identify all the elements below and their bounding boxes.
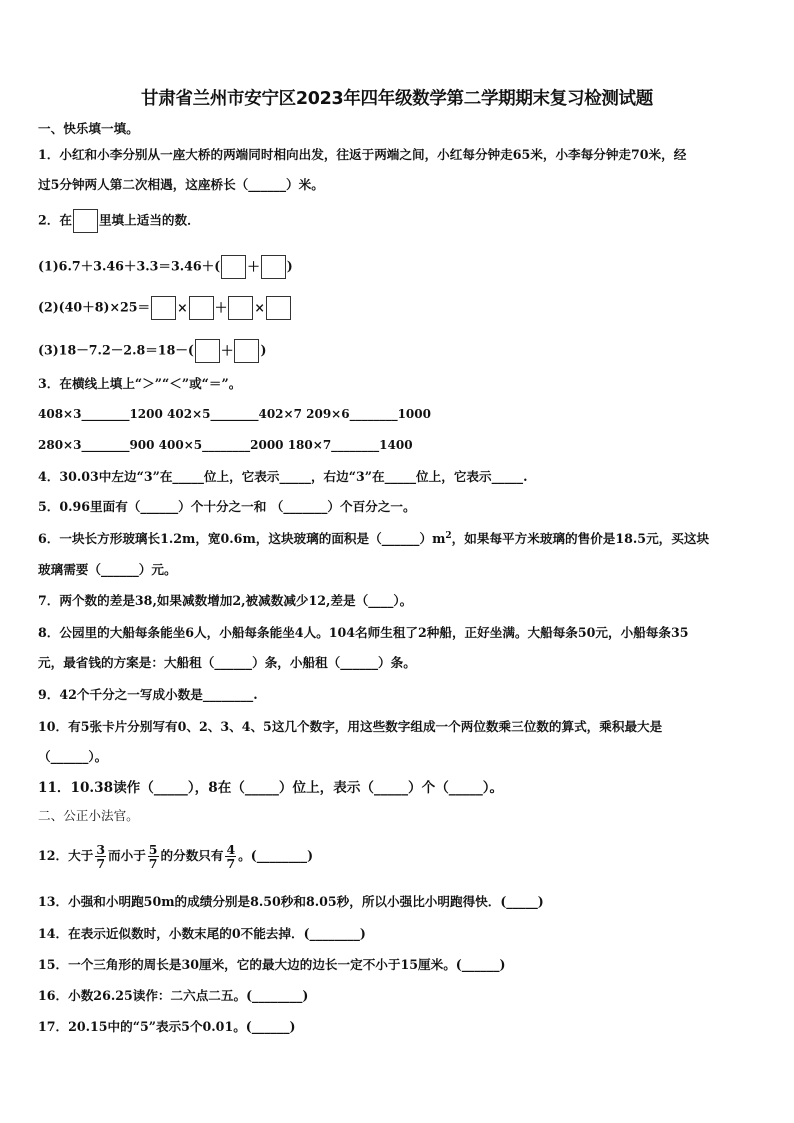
part-1-expression: (1)6.7＋3.46＋3.3＝3.46＋( bbox=[38, 258, 221, 274]
numerator: 4 bbox=[226, 842, 236, 857]
question-8-line-2: 元，最省钱的方案是：大船租（______）条，小船租（______）条。 bbox=[38, 655, 416, 670]
question-2-prefix: 2．在 bbox=[38, 212, 72, 228]
numerator: 3 bbox=[96, 842, 106, 857]
question-3-row-2: 280×3________900 400×5________2000 180×7________1400 bbox=[38, 438, 413, 452]
answer-box[interactable] bbox=[261, 255, 286, 279]
fraction-4-7 bbox=[225, 843, 236, 870]
question-12-mid-2: 的分数只有 bbox=[160, 848, 224, 863]
question-3-prompt: 3．在横线上填上“＞”“＜”或“＝”。 bbox=[38, 376, 242, 391]
question-2-part-1 bbox=[38, 255, 293, 279]
question-2-suffix: 里填上适当的数． bbox=[98, 212, 200, 228]
question-11: 11．10.38读作（_____），8在（_____）位上，表示（_____）个（_____）。 bbox=[38, 780, 504, 796]
numerator: 5 bbox=[148, 842, 158, 857]
plus-sign: ＋ bbox=[247, 258, 260, 274]
times-sign: × bbox=[177, 299, 188, 315]
question-14: 14．在表示近似数时，小数末尾的0不能去掉．(________) bbox=[38, 926, 366, 941]
question-12 bbox=[38, 836, 313, 876]
question-8-line-1: 8．公园里的大船每条能坐6人，小船每条能坐4人。104名师生租了2种船，正好坐满。大船每条50元，小船每条35 bbox=[38, 625, 689, 640]
question-9: 9．42个千分之一写成小数是________. bbox=[38, 687, 258, 702]
question-6-text-b: ，如果每平方米玻璃的售价是18.5元，买这块 bbox=[451, 531, 710, 546]
answer-box[interactable] bbox=[221, 255, 246, 279]
question-16: 16．小数26.25读作：二六点二五。(________) bbox=[38, 988, 309, 1003]
question-4: 4．30.03中左边“3”在_____位上，它表示_____，右边“3”在_____位上，它表示_____. bbox=[38, 469, 528, 484]
question-6-line-2: 玻璃需要（______）元。 bbox=[38, 562, 177, 577]
answer-box[interactable] bbox=[234, 339, 259, 363]
answer-box[interactable] bbox=[195, 339, 220, 363]
question-10-line-2: （______）。 bbox=[38, 749, 108, 764]
question-1-line-2: 过5分钟两人第二次相遇，这座桥长（______）米。 bbox=[38, 177, 324, 192]
denominator: 7 bbox=[226, 856, 236, 871]
question-6-text-a: 6．一块长方形玻璃长1.2m，宽0.6m，这块玻璃的面积是（______）m bbox=[38, 531, 446, 546]
part-3-expression: (3)18－7.2－2.8＝18－( bbox=[38, 342, 194, 358]
question-12-prefix: 12．大于 bbox=[38, 848, 94, 863]
denominator: 7 bbox=[96, 856, 106, 871]
question-12-mid: 而小于 bbox=[108, 848, 146, 863]
question-13: 13．小强和小明跑50m的成绩分别是8.50秒和8.05秒，所以小强比小明跑得快．(_____) bbox=[38, 894, 544, 909]
fraction-5-7 bbox=[148, 843, 159, 870]
question-5: 5．0.96里面有（______）个十分之一和 （_______）个百分之一。 bbox=[38, 499, 416, 514]
question-6-line-1 bbox=[38, 531, 709, 547]
question-15: 15．一个三角形的周长是30厘米，它的最大边的边长一定不小于15厘米。(______) bbox=[38, 957, 506, 972]
plus-sign: ＋ bbox=[220, 342, 234, 358]
answer-box[interactable] bbox=[151, 296, 176, 320]
page-title: 甘肃省兰州市安宁区2023年四年级数学第二学期期末复习检测试题 bbox=[141, 89, 653, 109]
question-12-suffix: 。(________) bbox=[238, 848, 314, 863]
question-3-row-1: 408×3________1200 402×5________402×7 209×6________1000 bbox=[38, 407, 431, 421]
plus-sign: ＋ bbox=[214, 299, 228, 315]
times-sign: × bbox=[254, 299, 265, 315]
question-2-prompt bbox=[38, 209, 200, 233]
superscript-2: 2 bbox=[445, 530, 452, 541]
section-1-heading: 一、快乐填一填。 bbox=[38, 121, 139, 136]
answer-box[interactable] bbox=[266, 296, 291, 320]
question-1-line-1: 1．小红和小李分别从一座大桥的两端同时相向出发，往返于两端之间，小红每分钟走65米，小李每分钟走70米，经 bbox=[38, 147, 687, 162]
answer-box[interactable] bbox=[73, 209, 98, 233]
close-paren: ) bbox=[286, 258, 293, 274]
question-10-line-1: 10．有5张卡片分别写有0、2、3、4、5这几个数字，用这些数字组成一个两位数乘三位数的算式，乘积最大是 bbox=[38, 719, 663, 734]
part-2-expression: (2)(40＋8)×25＝ bbox=[38, 299, 151, 315]
question-2-part-2 bbox=[38, 296, 292, 320]
fraction-3-7 bbox=[95, 843, 106, 870]
answer-box[interactable] bbox=[189, 296, 214, 320]
answer-box[interactable] bbox=[228, 296, 253, 320]
close-paren: ) bbox=[260, 342, 267, 358]
question-17: 17．20.15中的“5”表示5个0.01。(______) bbox=[38, 1019, 296, 1034]
section-2-heading: 二、公正小法官。 bbox=[38, 808, 139, 823]
question-2-part-3 bbox=[38, 339, 266, 363]
question-7: 7．两个数的差是38,如果减数增加2,被减数减少12,差是（____）。 bbox=[38, 593, 413, 608]
denominator: 7 bbox=[148, 856, 158, 871]
